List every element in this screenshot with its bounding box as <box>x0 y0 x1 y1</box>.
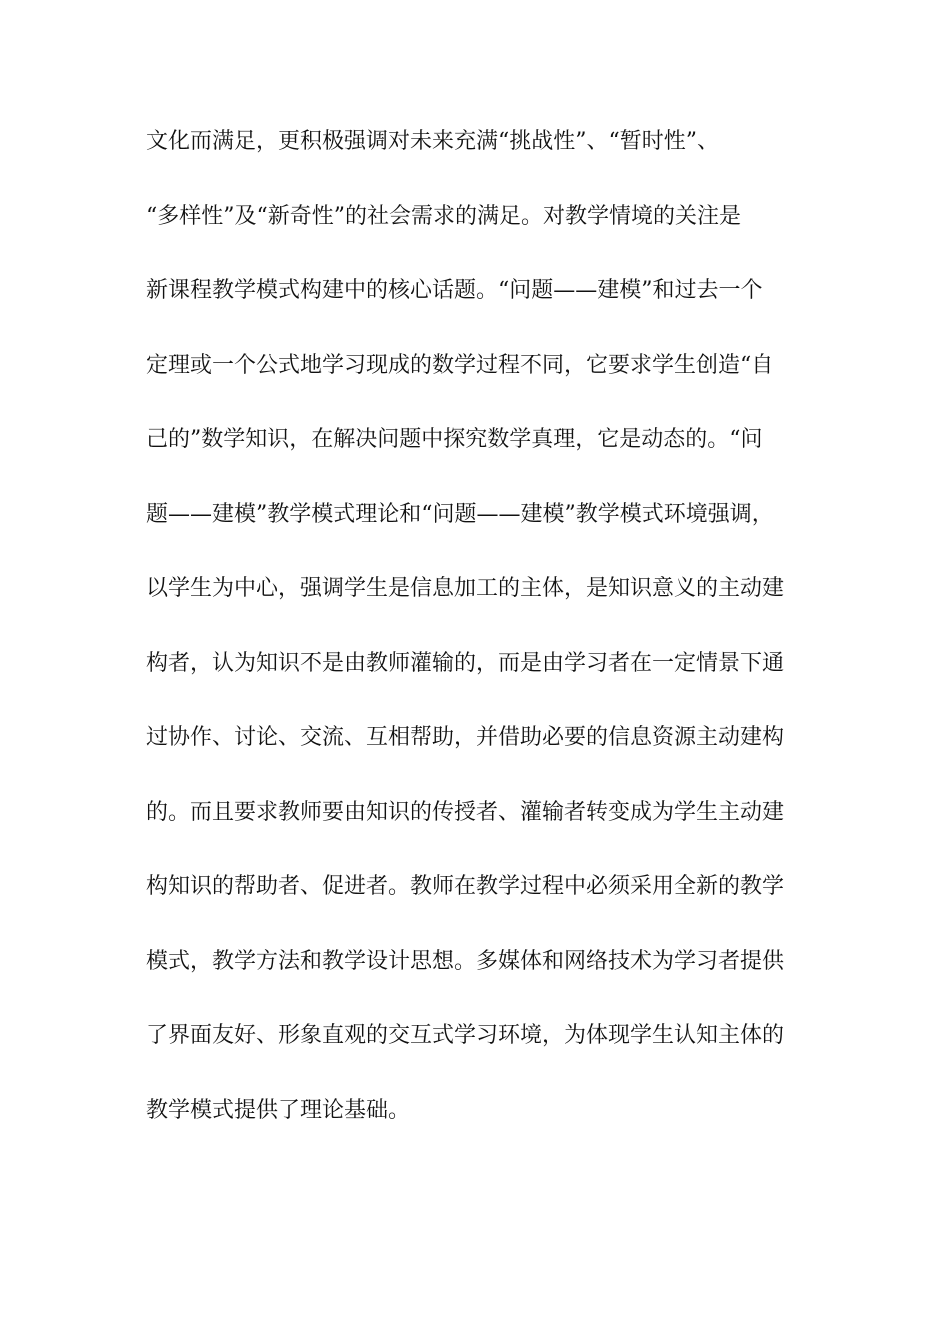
text-line: 模式，教学方法和教学设计思想。多媒体和网络技术为学习者提供 <box>146 948 785 974</box>
text-line: 己的”数学知识，在解决问题中探究数学真理，它是动态的。“问 <box>146 427 763 452</box>
text-line: 新课程教学模式构建中的核心话题。“问题——建模”和过去一个 <box>146 278 763 303</box>
text-line: 教学模式提供了理论基础。 <box>146 1097 411 1123</box>
text-line: 构者，认为知识不是由教师灌输的，而是由学习者在一定情景下通 <box>146 650 785 676</box>
text-line: 的。而且要求教师要由知识的传授者、灌输者转变成为学生主动建 <box>146 799 785 825</box>
text-line: 题——建模”教学模式理论和“问题——建模”教学模式环境强调， <box>146 501 774 527</box>
text-line: 了界面友好、形象直观的交互式学习环境，为体现学生认知主体的 <box>146 1023 785 1048</box>
body-paragraph <box>146 128 816 1171</box>
text-line: 文化而满足，更积极强调对未来充满“挑战性”、“暂时性”、 <box>146 129 719 154</box>
text-line: 以学生为中心，强调学生是信息加工的主体，是知识意义的主动建 <box>146 576 785 601</box>
text-line: “多样性”及“新奇性”的社会需求的满足。对教学情境的关注是 <box>146 203 741 229</box>
text-line: 构知识的帮助者、促进者。教师在教学过程中必须采用全新的教学 <box>146 874 785 899</box>
text-line: 过协作、讨论、交流、互相帮助，并借助必要的信息资源主动建构 <box>146 725 785 750</box>
text-line: 定理或一个公式地学习现成的数学过程不同，它要求学生创造“自 <box>146 352 774 378</box>
